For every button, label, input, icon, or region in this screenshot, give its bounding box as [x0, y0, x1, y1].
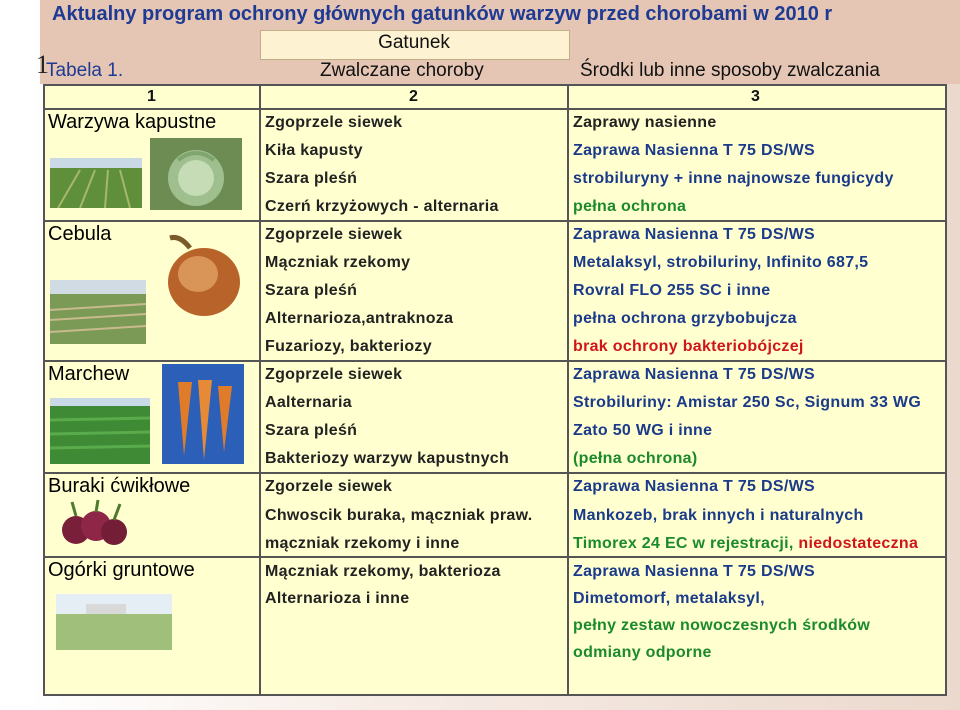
remedy-item: (pełna ochrona) — [573, 450, 698, 467]
remedy-item: Zaprawa Nasienna T 75 DS/WS — [573, 478, 815, 495]
remedy-item: Zaprawa Nasienna T 75 DS/WS — [573, 366, 815, 383]
disease-item: Zgoprzele siewek — [265, 366, 403, 383]
disease-item: Szara pleśń — [265, 170, 358, 187]
crop-name: Cebula — [48, 223, 112, 245]
onion-photo — [160, 230, 242, 318]
remedy-item: Metalaksyl, strobiluriny, Infinito 687,5 — [573, 254, 869, 271]
column-header-diseases: Zwalczane choroby — [320, 60, 484, 81]
remedy-item: Zaprawa Nasienna T 75 DS/WS — [573, 226, 815, 243]
remedy-item: brak ochrony bakteriobójczej — [573, 338, 804, 355]
crop-name: Warzywa kapustne — [48, 111, 217, 133]
gatunek-label: Gatunek — [378, 32, 450, 53]
column-number-1: 1 — [147, 88, 156, 105]
remedy-item: pełny zestaw nowoczesnych środków — [573, 617, 871, 634]
cucumber-field-photo — [56, 594, 172, 650]
disease-item: Fuzariozy, bakteriozy — [265, 338, 432, 355]
column-number-3: 3 — [751, 88, 760, 105]
remedy-item — [573, 535, 945, 553]
remedy-item: Zaprawy nasienne — [573, 114, 717, 131]
disease-item: Bakteriozy warzyw kapustnych — [265, 450, 510, 467]
slide-number: 1 — [36, 50, 49, 79]
table-label: Tabela 1. — [46, 60, 124, 81]
row-divider — [43, 108, 945, 110]
remedy-item: Mankozeb, brak innych i naturalnych — [573, 507, 864, 524]
remedy-item: strobiluryny + inne najnowsze fungicydy — [573, 170, 894, 187]
disease-item: Kiła kapusty — [265, 142, 363, 159]
remedy-item: Dimetomorf, metalaksyl, — [573, 590, 765, 607]
disease-item: Mączniak rzekomy — [265, 254, 411, 271]
remedy-item: odmiany odporne — [573, 644, 712, 661]
row-divider — [43, 360, 945, 362]
disease-item: Zgoprzele siewek — [265, 114, 403, 131]
slide-title: Aktualny program ochrony głównych gatunków warzyw przed chorobami w 2010 r — [52, 3, 833, 25]
remedy-item: Zaprawa Nasienna T 75 DS/WS — [573, 142, 815, 159]
row-divider — [43, 220, 945, 222]
disease-item: Czerń krzyżowych - alternaria — [265, 198, 499, 215]
disease-item: Chwoscik buraka, mączniak praw. — [265, 507, 533, 524]
crop-name: Marchew — [48, 363, 130, 385]
remedy-item: Rovral FLO 255 SC i inne — [573, 282, 771, 299]
column-divider — [259, 84, 261, 694]
row-divider — [43, 556, 945, 558]
disease-item: Szara pleśń — [265, 422, 358, 439]
column-header-remedies: Środki lub inne sposoby zwalczania — [580, 60, 880, 81]
remedy-warning: niedostateczna — [798, 535, 919, 552]
cabbage-photo — [150, 138, 242, 210]
disease-item: Alternarioza,antraknoza — [265, 310, 454, 327]
remedy-item: Zaprawa Nasienna T 75 DS/WS — [573, 563, 815, 580]
disease-item: Aalternaria — [265, 394, 352, 411]
row-divider — [43, 472, 945, 474]
disease-item: Alternarioza i inne — [265, 590, 410, 607]
onion-field-photo — [50, 280, 146, 344]
carrot-photo — [162, 364, 244, 464]
remedy-item: Zato 50 WG i inne — [573, 422, 713, 439]
disease-item: Szara pleśń — [265, 282, 358, 299]
beet-photo — [56, 498, 134, 550]
disease-item: Zgoprzele siewek — [265, 226, 403, 243]
remedy-item: pełna ochrona grzybobujcza — [573, 310, 797, 327]
remedy-item: Strobiluriny: Amistar 250 Sc, Signum 33 WG — [573, 394, 922, 411]
disease-item: Mączniak rzekomy, bakterioza — [265, 563, 501, 580]
remedy-item: pełna ochrona — [573, 198, 687, 215]
disease-item: Zgorzele siewek — [265, 478, 393, 495]
column-divider — [567, 84, 569, 694]
crop-name: Ogórki gruntowe — [48, 559, 195, 581]
field-photo — [50, 158, 142, 208]
column-number-2: 2 — [409, 88, 418, 105]
disease-item: mączniak rzekomy i inne — [265, 535, 460, 552]
carrot-field-photo — [50, 398, 150, 464]
crop-name: Buraki ćwikłowe — [48, 475, 191, 497]
remedy-text: Timorex 24 EC w rejestracji, — [573, 535, 799, 552]
